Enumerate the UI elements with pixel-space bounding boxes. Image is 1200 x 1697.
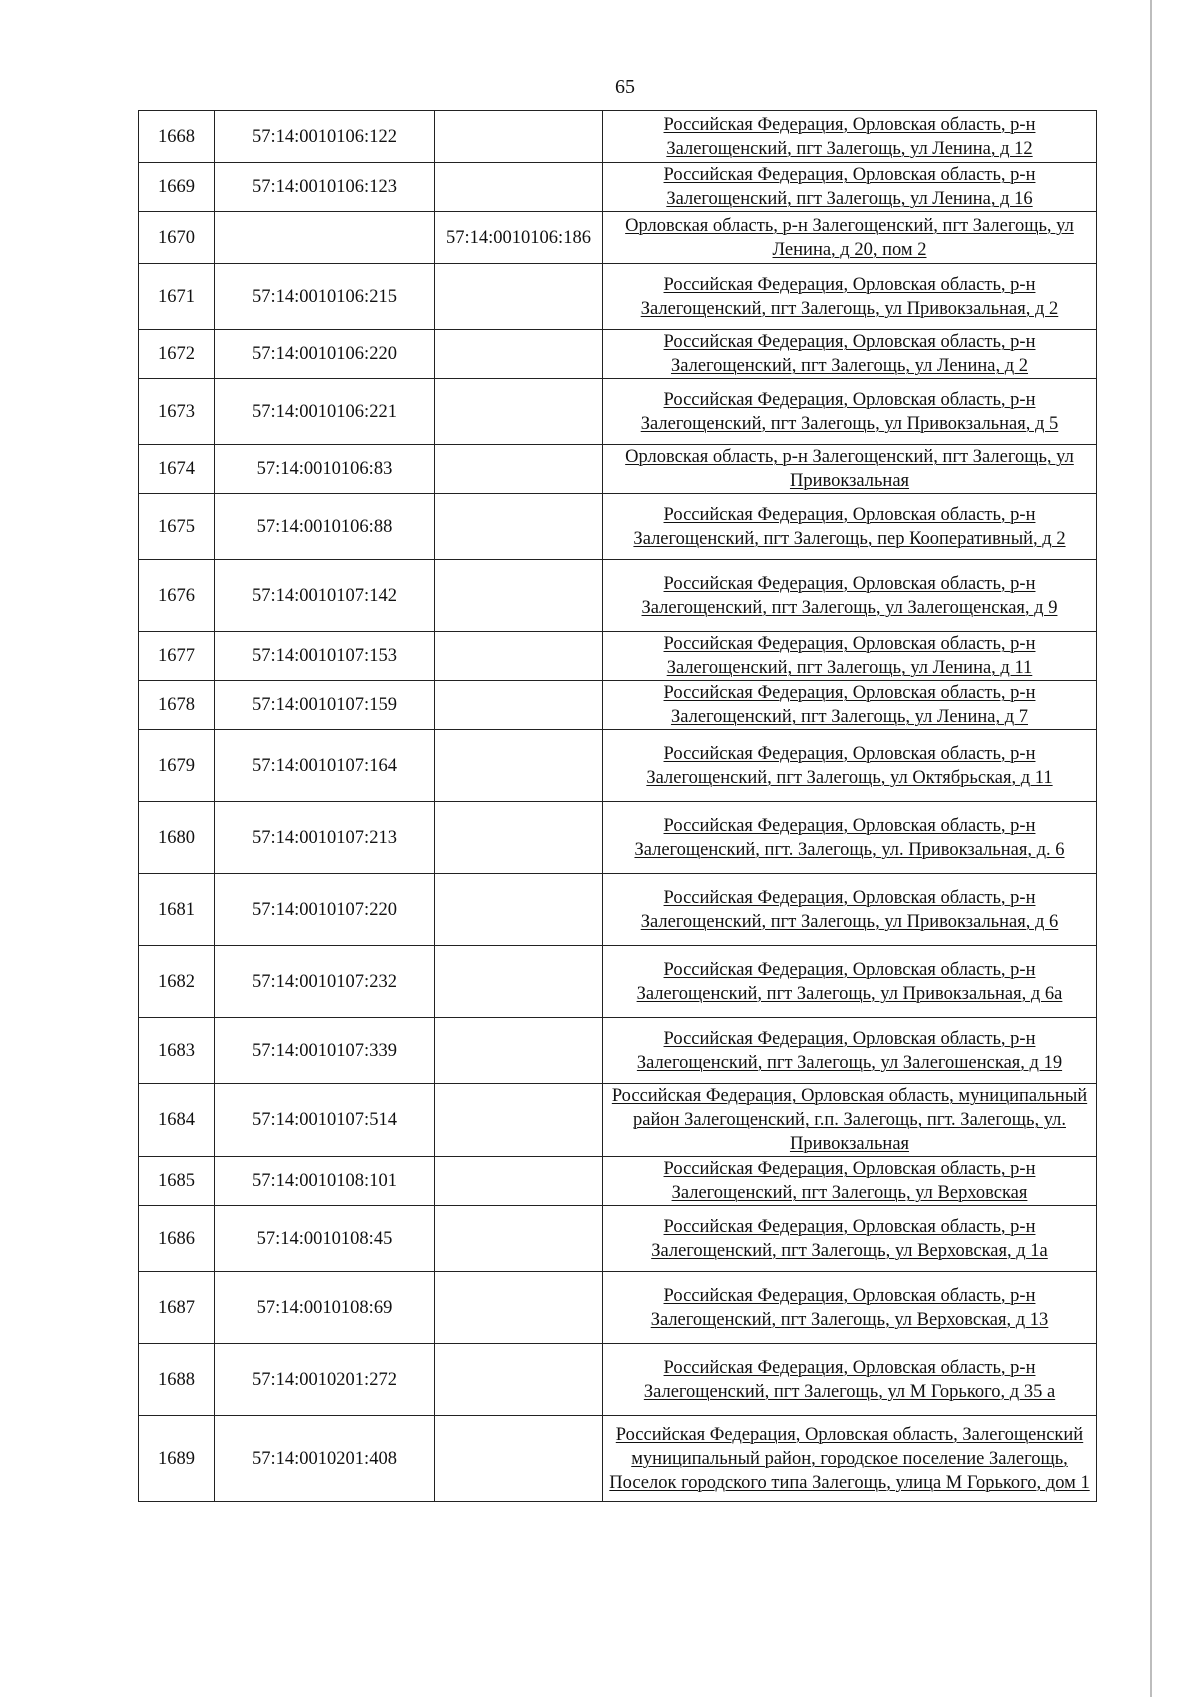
- address-cell: Российская Федерация, Орловская область, р-н Залегощенский, пгт Залегощь, ул Ленина, д 12: [603, 111, 1097, 163]
- table-row: [139, 681, 1097, 730]
- related-cadastral-number-cell: [435, 111, 603, 163]
- address-cell: Российская Федерация, Орловская область, р-н Залегощенский, пгт Залегощь, ул Привокзальная, д 5: [603, 379, 1097, 445]
- row-number-cell: 1688: [139, 1344, 215, 1416]
- address-cell: Российская Федерация, Орловская область, р-н Залегощенский, пгт Залегощь, ул Ленина, д 2: [603, 330, 1097, 379]
- related-cadastral-number-cell: [435, 445, 603, 494]
- related-cadastral-number-cell: [435, 1272, 603, 1344]
- address-cell: Российская Федерация, Орловская область, р-н Залегощенский, пгт Залегощь, ул Верховская, д 1а: [603, 1206, 1097, 1272]
- address-cell: Российская Федерация, Орловская область, р-н Залегощенский, пгт Залегощь, ул Ленина, д 16: [603, 163, 1097, 212]
- related-cadastral-number-cell: [435, 802, 603, 874]
- related-cadastral-number-cell: [435, 330, 603, 379]
- table-row: [139, 1272, 1097, 1344]
- related-cadastral-number-cell: [435, 874, 603, 946]
- cadastral-number-cell: [215, 212, 435, 264]
- cadastral-number-cell: 57:14:0010107:164: [215, 730, 435, 802]
- row-number-cell: 1684: [139, 1084, 215, 1157]
- cadastral-number-cell: 57:14:0010201:408: [215, 1416, 435, 1502]
- address-cell: Российская Федерация, Орловская область, р-н Залегощенский, пгт. Залегощь, ул. Привокзальная, д. 6: [603, 802, 1097, 874]
- related-cadastral-number-cell: [435, 1344, 603, 1416]
- table-row: [139, 163, 1097, 212]
- row-number-cell: 1673: [139, 379, 215, 445]
- cadastral-number-cell: 57:14:0010108:69: [215, 1272, 435, 1344]
- cadastral-number-cell: 57:14:0010107:339: [215, 1018, 435, 1084]
- address-cell: Российская Федерация, Орловская область, р-н Залегощенский, пгт Залегощь, ул Залегошенская, д 19: [603, 1018, 1097, 1084]
- row-number-cell: 1689: [139, 1416, 215, 1502]
- cadastral-number-cell: 57:14:0010106:221: [215, 379, 435, 445]
- table-row: [139, 946, 1097, 1018]
- table-row: [139, 445, 1097, 494]
- row-number-cell: 1671: [139, 264, 215, 330]
- cadastral-number-cell: 57:14:0010106:215: [215, 264, 435, 330]
- cadastral-number-cell: 57:14:0010107:213: [215, 802, 435, 874]
- table-row: [139, 1018, 1097, 1084]
- cadastral-number-cell: 57:14:0010108:45: [215, 1206, 435, 1272]
- row-number-cell: 1679: [139, 730, 215, 802]
- cadastral-number-cell: 57:14:0010107:142: [215, 560, 435, 632]
- row-number-cell: 1676: [139, 560, 215, 632]
- address-cell: Российская Федерация, Орловская область, р-н Залегощенский, пгт Залегощь, ул Привокзальная, д 6а: [603, 946, 1097, 1018]
- related-cadastral-number-cell: [435, 494, 603, 560]
- row-number-cell: 1670: [139, 212, 215, 264]
- cadastral-number-cell: 57:14:0010106:220: [215, 330, 435, 379]
- cadastral-number-cell: 57:14:0010106:122: [215, 111, 435, 163]
- address-cell: Российская Федерация, Орловская область, муниципальный район Залегощенский, г.п. Залегощь, пгт. Залегощь, ул. Привокзальная: [603, 1084, 1097, 1157]
- related-cadastral-number-cell: [435, 681, 603, 730]
- related-cadastral-number-cell: [435, 1157, 603, 1206]
- row-number-cell: 1672: [139, 330, 215, 379]
- related-cadastral-number-cell: [435, 1416, 603, 1502]
- address-cell: Российская Федерация, Орловская область, р-н Залегощенский, пгт Залегощь, ул Ленина, д 11: [603, 632, 1097, 681]
- address-cell: Орловская область, р-н Залегощенский, пгт Залегощь, ул Ленина, д 20, пом 2: [603, 212, 1097, 264]
- cadastral-number-cell: 57:14:0010201:272: [215, 1344, 435, 1416]
- related-cadastral-number-cell: [435, 1206, 603, 1272]
- table-row: [139, 874, 1097, 946]
- table-row: [139, 379, 1097, 445]
- address-cell: Российская Федерация, Орловская область, р-н Залегощенский, пгт Залегощь, пер Кооперативный, д 2: [603, 494, 1097, 560]
- row-number-cell: 1668: [139, 111, 215, 163]
- address-cell: Российская Федерация, Орловская область, р-н Залегощенский, пгт Залегощь, ул Октябрьская, д 11: [603, 730, 1097, 802]
- row-number-cell: 1678: [139, 681, 215, 730]
- table-row: [139, 1416, 1097, 1502]
- address-cell: Российская Федерация, Орловская область, р-н Залегощенский, пгт Залегощь, ул Залегощенская, д 9: [603, 560, 1097, 632]
- row-number-cell: 1682: [139, 946, 215, 1018]
- related-cadastral-number-cell: [435, 560, 603, 632]
- table-row: [139, 730, 1097, 802]
- registry-table-body: [139, 111, 1097, 1502]
- address-cell: Российская Федерация, Орловская область, р-н Залегощенский, пгт Залегощь, ул Ленина, д 7: [603, 681, 1097, 730]
- row-number-cell: 1686: [139, 1206, 215, 1272]
- related-cadastral-number-cell: [435, 730, 603, 802]
- row-number-cell: 1680: [139, 802, 215, 874]
- address-cell: Российская Федерация, Орловская область, р-н Залегощенский, пгт Залегощь, ул Верховская, д 13: [603, 1272, 1097, 1344]
- related-cadastral-number-cell: [435, 946, 603, 1018]
- table-row: [139, 111, 1097, 163]
- row-number-cell: 1675: [139, 494, 215, 560]
- cadastral-number-cell: 57:14:0010107:153: [215, 632, 435, 681]
- row-number-cell: 1685: [139, 1157, 215, 1206]
- row-number-cell: 1677: [139, 632, 215, 681]
- table-row: [139, 330, 1097, 379]
- row-number-cell: 1683: [139, 1018, 215, 1084]
- table-row: [139, 1157, 1097, 1206]
- cadastral-number-cell: 57:14:0010107:232: [215, 946, 435, 1018]
- registry-table: [138, 110, 1097, 1502]
- related-cadastral-number-cell: [435, 632, 603, 681]
- related-cadastral-number-cell: 57:14:0010106:186: [435, 212, 603, 264]
- related-cadastral-number-cell: [435, 264, 603, 330]
- page-number: 65: [615, 76, 635, 98]
- row-number-cell: 1681: [139, 874, 215, 946]
- table-row: [139, 494, 1097, 560]
- related-cadastral-number-cell: [435, 163, 603, 212]
- address-cell: Российская Федерация, Орловская область, р-н Залегощенский, пгт Залегощь, ул Верховская: [603, 1157, 1097, 1206]
- address-cell: Российская Федерация, Орловская область, р-н Залегощенский, пгт Залегощь, ул М Горького, д 35 а: [603, 1344, 1097, 1416]
- address-cell: Российская Федерация, Орловская область, р-н Залегощенский, пгт Залегощь, ул Привокзальная, д 6: [603, 874, 1097, 946]
- row-number-cell: 1687: [139, 1272, 215, 1344]
- cadastral-number-cell: 57:14:0010108:101: [215, 1157, 435, 1206]
- related-cadastral-number-cell: [435, 1018, 603, 1084]
- table-row: [139, 632, 1097, 681]
- table-row: [139, 802, 1097, 874]
- address-cell: Российская Федерация, Орловская область, Залегощенский муниципальный район, городское поселение Залегощь, Поселок городского типа Залегощь, улица М Горького, дом 1: [603, 1416, 1097, 1502]
- row-number-cell: 1669: [139, 163, 215, 212]
- cadastral-number-cell: 57:14:0010107:220: [215, 874, 435, 946]
- table-row: [139, 264, 1097, 330]
- table-row: [139, 560, 1097, 632]
- scan-edge-line: [1150, 0, 1152, 1697]
- table-row: [139, 1206, 1097, 1272]
- related-cadastral-number-cell: [435, 379, 603, 445]
- related-cadastral-number-cell: [435, 1084, 603, 1157]
- table-row: [139, 212, 1097, 264]
- cadastral-number-cell: 57:14:0010106:83: [215, 445, 435, 494]
- cadastral-number-cell: 57:14:0010106:123: [215, 163, 435, 212]
- address-cell: Российская Федерация, Орловская область, р-н Залегощенский, пгт Залегощь, ул Привокзальная, д 2: [603, 264, 1097, 330]
- cadastral-number-cell: 57:14:0010107:159: [215, 681, 435, 730]
- row-number-cell: 1674: [139, 445, 215, 494]
- cadastral-number-cell: 57:14:0010106:88: [215, 494, 435, 560]
- table-row: [139, 1084, 1097, 1157]
- address-cell: Орловская область, р-н Залегощенский, пгт Залегощь, ул Привокзальная: [603, 445, 1097, 494]
- table-row: [139, 1344, 1097, 1416]
- cadastral-number-cell: 57:14:0010107:514: [215, 1084, 435, 1157]
